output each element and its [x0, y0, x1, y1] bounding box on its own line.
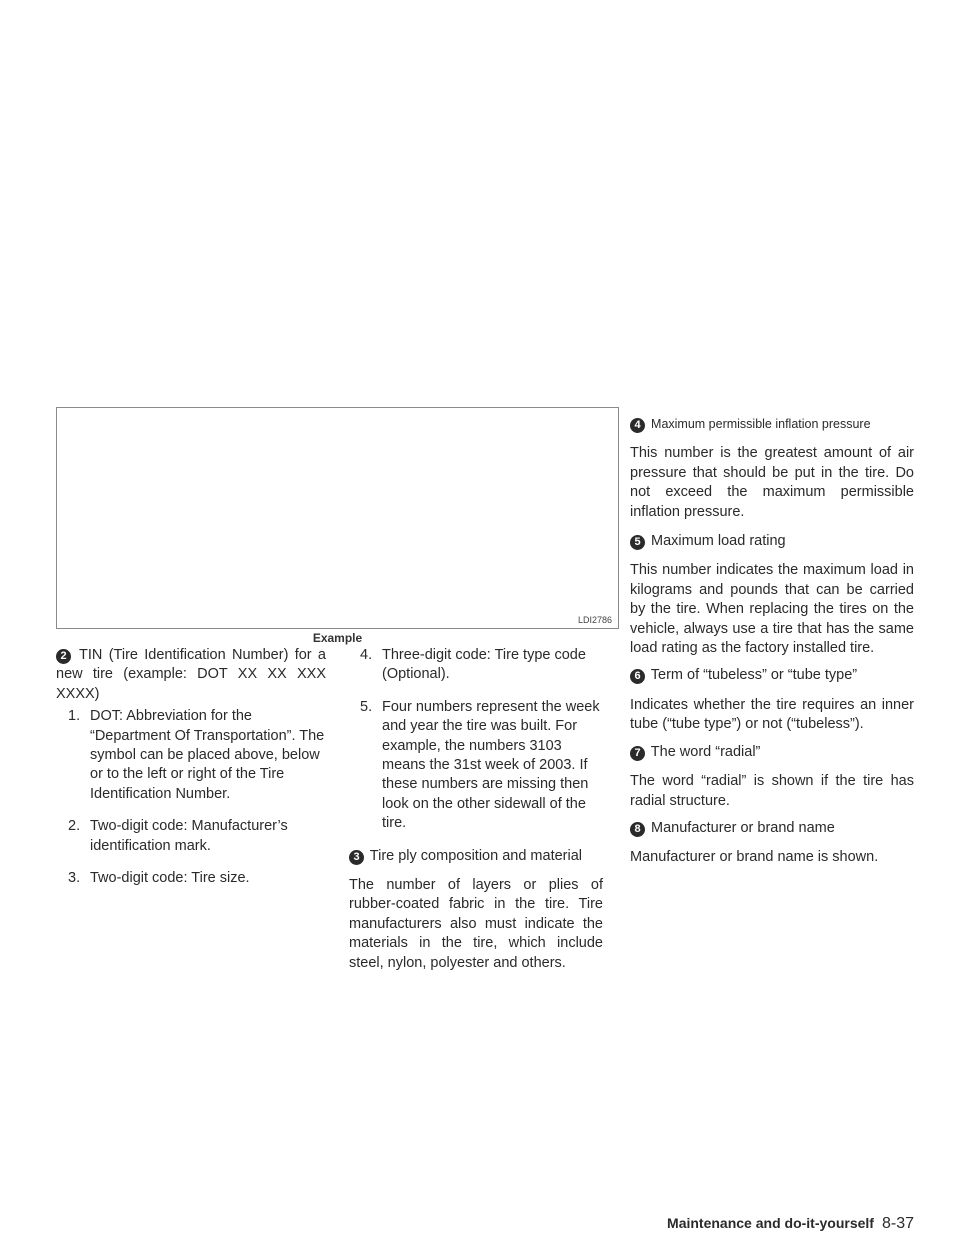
circled-number-icon: 2 [56, 649, 71, 664]
circled-number-icon: 8 [630, 822, 645, 837]
section-heading [630, 415, 914, 434]
page-number: 8-37 [881, 1215, 914, 1232]
circled-number-icon: 4 [630, 418, 645, 433]
list-item [349, 646, 603, 685]
section-heading [630, 532, 914, 551]
list-item-text: Three-digit code: Tire type code (Optional). [382, 647, 586, 683]
section-heading [349, 847, 603, 866]
section-heading [630, 819, 914, 838]
section-heading [630, 743, 914, 762]
section-heading-text: Term of “tubeless” or “tube type” [650, 667, 858, 684]
list-item-number: 5. [360, 698, 373, 715]
list-item [56, 817, 326, 856]
figure-frame [56, 407, 619, 629]
circled-number-icon: 3 [349, 850, 364, 865]
section-heading-text: Maximum permissible inflation pressure [651, 417, 871, 431]
figure-code: LDI2786 [577, 615, 612, 625]
list-item-text: DOT: Abbreviation for the “Department Of Transportation”. The symbol can be placed above, below or to the left or right of the Tire Identification Number. [90, 708, 325, 802]
page-footer [667, 1215, 914, 1233]
list-item-number: 2. [68, 818, 81, 835]
list-item-number: 1. [68, 708, 81, 725]
section-body: This number is the greatest amount of air pressure that should be put in the tire. Do not exceed the maximum permissible inflation pressure. [630, 445, 914, 520]
list-item-number: 4. [360, 647, 373, 663]
column-middle [349, 646, 603, 973]
list-item-text: Two-digit code: Manufacturer’s identification mark. [90, 818, 288, 854]
list-item-text: Two-digit code: Tire size. [90, 870, 250, 887]
list-item [56, 869, 326, 888]
list-item-number: 3. [68, 870, 81, 887]
tin-heading-text: TIN (Tire Identification Number) for a new tire (example: DOT XX XX XXX XXXX) [56, 647, 326, 702]
section-heading-text: The word “radial” [650, 743, 761, 760]
circled-number-icon: 6 [630, 669, 645, 684]
circled-number-icon: 7 [630, 746, 645, 761]
section-heading [630, 666, 914, 685]
footer-section-title: Maintenance and do-it-yourself [667, 1215, 874, 1231]
section-body: The number of layers or plies of rubber-coated fabric in the tire. Tire manufacturers also must indicate the materials in the tire, which include steel, nylon, polyester and others. [349, 877, 603, 971]
section-heading-text: Tire ply composition and material [369, 847, 582, 864]
section-body: This number indicates the maximum load in kilograms and pounds that can be carried by the tire. When replacing the tires on the vehicle, always use a tire that has the same load rating as the factory installed tire. [630, 562, 914, 657]
section-heading-text: Manufacturer or brand name [651, 819, 835, 836]
section-body: Manufacturer or brand name is shown. [630, 849, 879, 866]
circled-number-icon: 5 [630, 535, 645, 550]
section-body: Indicates whether the tire requires an inner tube (“tube type”) or not (“tubeless”). [630, 696, 914, 733]
list-item-text: Four numbers represent the week and year the tire was built. For example, the numbers 3103 means the 31st week of 2003. If these numbers are missing then look on the other sidewall of the tire. [382, 698, 600, 832]
list-item [349, 698, 603, 834]
tin-heading [56, 646, 326, 704]
list-item [56, 707, 326, 804]
column-left [56, 646, 326, 888]
column-right [630, 405, 914, 868]
section-body: The word “radial” is shown if the tire has radial structure. [630, 773, 914, 809]
section-heading-text: Maximum load rating [651, 533, 786, 550]
figure-caption: Example [312, 631, 363, 645]
